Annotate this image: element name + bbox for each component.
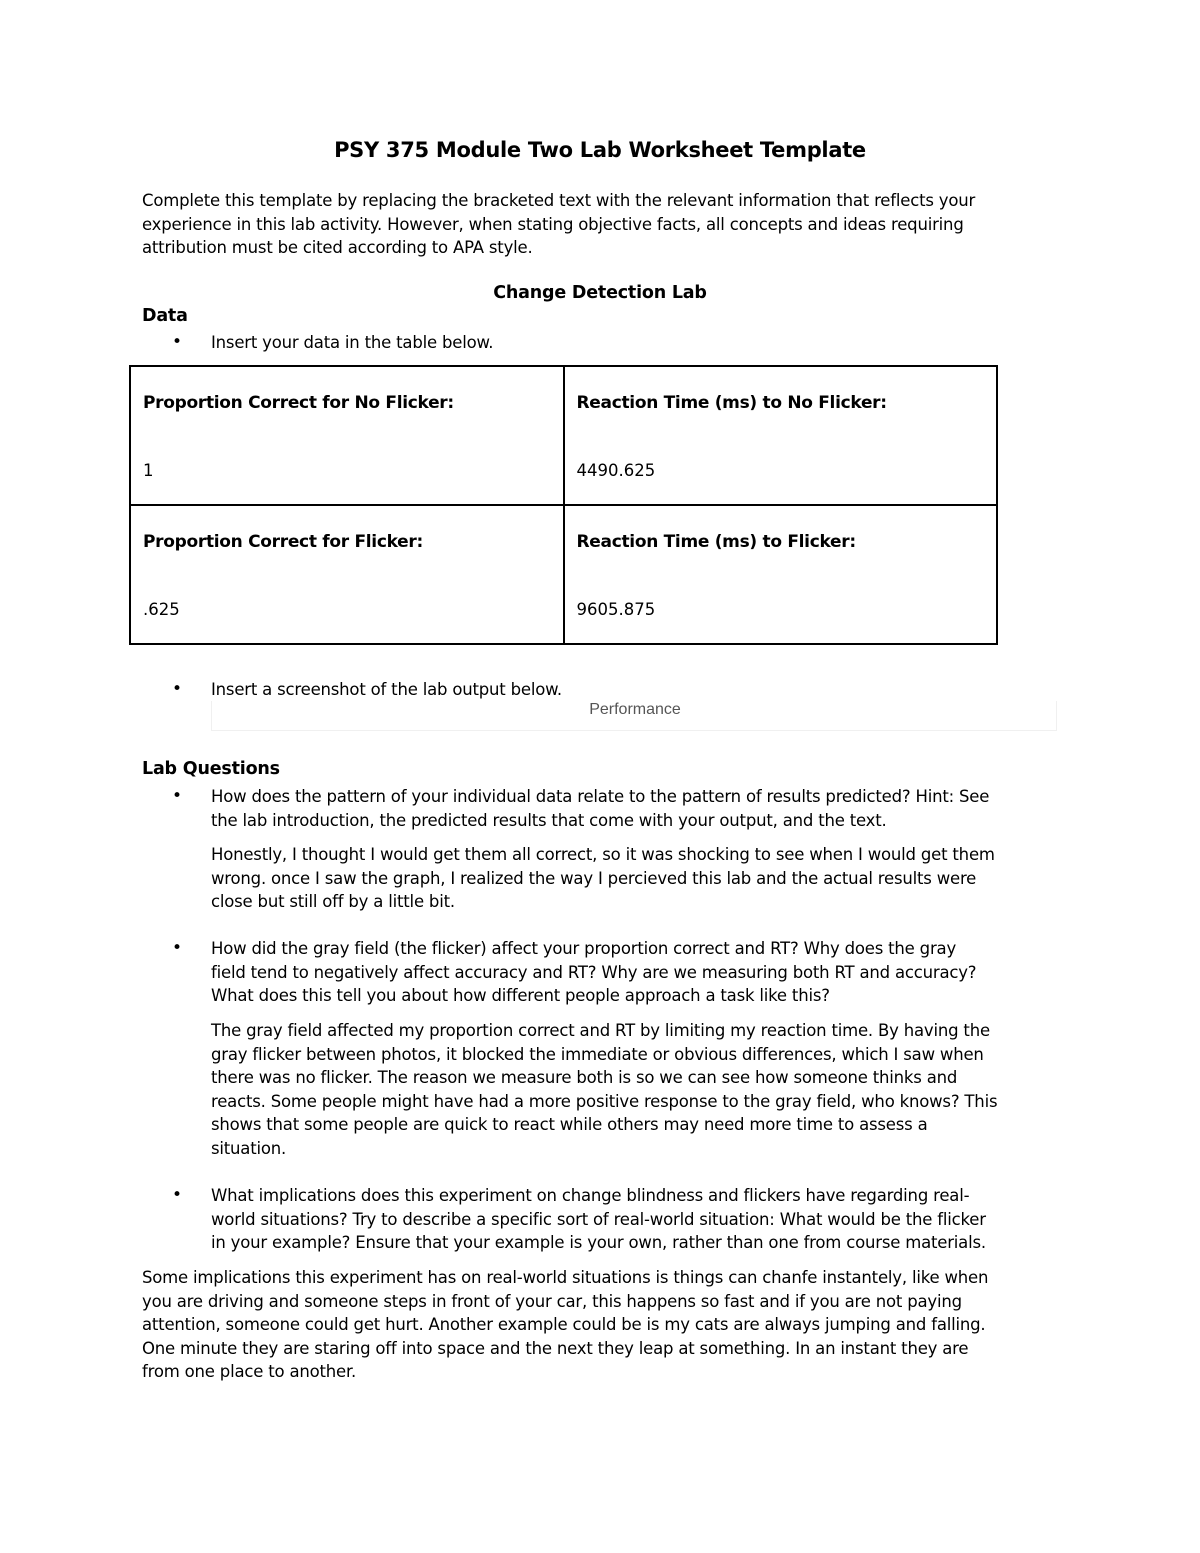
screenshot-bullet-text: Insert a screenshot of the lab output below. xyxy=(211,680,562,699)
answer-line: The gray field affected my proportion correct and RT by limiting my reaction time. By having the xyxy=(211,1021,990,1040)
answer-line: from one place to another. xyxy=(142,1362,357,1381)
lab-title: Change Detection Lab xyxy=(493,283,707,303)
question-line: the lab introduction, the predicted results that come with your output, and the text. xyxy=(211,810,887,830)
question-line: world situations? Try to describe a specific sort of real-world situation: What would be the flicker xyxy=(211,1209,986,1229)
answer-line: gray flicker between photos, it blocked the immediate or obvious differences, which I saw when xyxy=(211,1044,984,1064)
bullet-glyph: • xyxy=(172,786,183,806)
bullet-glyph: • xyxy=(172,332,183,352)
bullet-glyph: • xyxy=(172,679,183,699)
answer-line: attention, someone could get hurt. Another example could be is my cats are always jumping and falling. xyxy=(142,1315,986,1334)
answer-1 xyxy=(211,843,1071,914)
cell-label: Reaction Time (ms) to No Flicker: xyxy=(576,393,887,413)
question-line: How does the pattern of your individual data relate to the pattern of results predicted? Hint: See xyxy=(211,787,990,806)
cell-label: Proportion Correct for Flicker: xyxy=(143,532,423,552)
question-line: How did the gray field (the flicker) affect your proportion correct and RT? Why does the gray xyxy=(211,939,957,958)
document-title: PSY 375 Module Two Lab Worksheet Template xyxy=(334,138,866,162)
cell-value: 4490.625 xyxy=(576,461,656,480)
answer-line: you are driving and someone steps in front of your car, this happens so fast and if you are not paying xyxy=(142,1291,962,1311)
table-cell xyxy=(564,505,998,644)
table-cell xyxy=(130,366,564,505)
table-row xyxy=(130,366,997,505)
intro-paragraph xyxy=(142,189,1062,260)
lab-output-screenshot xyxy=(211,701,1057,731)
answer-2 xyxy=(211,1019,1071,1160)
question-1 xyxy=(211,785,1071,832)
cell-label: Proportion Correct for No Flicker: xyxy=(143,393,454,413)
intro-line: attribution must be cited according to APA style. xyxy=(142,238,533,257)
answer-line: Some implications this experiment has on real-world situations is things can chanfe instantely, like when xyxy=(142,1268,989,1287)
answer-3 xyxy=(142,1266,1062,1384)
question-line: field tend to negatively affect accuracy and RT? Why are we measuring both RT and accuracy? xyxy=(211,962,977,982)
cell-value: 1 xyxy=(143,461,154,480)
table-cell xyxy=(564,366,998,505)
intro-line: Complete this template by replacing the bracketed text with the relevant information that reflects your xyxy=(142,191,976,210)
answer-line: wrong. once I saw the graph, I realized the way I percieved this lab and the actual results were xyxy=(211,868,977,888)
cell-value: 9605.875 xyxy=(576,600,656,619)
data-bullet-text: Insert your data in the table below. xyxy=(211,333,494,352)
answer-line: shows that some people are quick to react while others may need more time to assess a xyxy=(211,1115,928,1134)
question-line: What does this tell you about how different people approach a task like this? xyxy=(211,986,830,1005)
answer-line: One minute they are staring off into space and the next they leap at something. In an instant they are xyxy=(142,1338,969,1358)
screenshot-chart-title: Performance xyxy=(589,701,681,718)
answer-line: close but still off by a little bit. xyxy=(211,892,455,911)
table-cell xyxy=(130,505,564,644)
intro-line: experience in this lab activity. However, when stating objective facts, all concepts and ideas requiring xyxy=(142,214,964,234)
bullet-glyph: • xyxy=(172,1185,183,1205)
lab-questions-heading: Lab Questions xyxy=(142,759,280,779)
data-heading: Data xyxy=(142,306,188,326)
cell-value: .625 xyxy=(143,600,180,619)
answer-line: reacts. Some people might have had a more positive response to the gray field, who knows? This xyxy=(211,1091,998,1111)
bullet-glyph: • xyxy=(172,938,183,958)
cell-label: Reaction Time (ms) to Flicker: xyxy=(576,532,856,552)
question-line: in your example? Ensure that your example is your own, rather than one from course materials. xyxy=(211,1233,986,1252)
table-row xyxy=(130,505,997,644)
question-2 xyxy=(211,937,1071,1008)
answer-line: Honestly, I thought I would get them all correct, so it was shocking to see when I would get them xyxy=(211,845,995,864)
question-line: What implications does this experiment on change blindness and flickers have regarding real- xyxy=(211,1186,970,1205)
question-3 xyxy=(211,1184,1071,1255)
answer-line: there was no flicker. The reason we measure both is so we can see how someone thinks and xyxy=(211,1068,958,1087)
answer-line: situation. xyxy=(211,1138,287,1158)
data-table xyxy=(129,365,998,645)
